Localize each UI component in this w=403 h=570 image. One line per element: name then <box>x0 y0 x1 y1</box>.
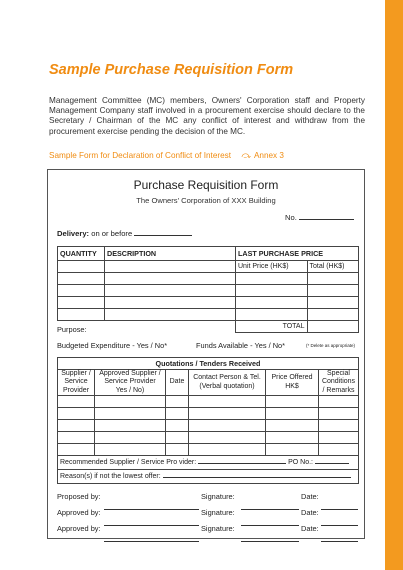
po-blank[interactable] <box>315 463 349 464</box>
table-row[interactable] <box>58 408 359 420</box>
supplier-header: Supplier / Service Provider <box>58 370 95 396</box>
sample-form-text: Sample Form for Declaration of Conflict of Interest <box>49 151 232 160</box>
form-subtitle: The Owners' Corporation of XXX Building <box>136 196 276 205</box>
signature-label: Signature: <box>201 524 235 533</box>
total-label: TOTAL <box>236 321 308 333</box>
sample-form-link[interactable] <box>49 150 284 161</box>
reason-blank[interactable] <box>163 477 351 478</box>
delivery-field[interactable] <box>57 229 192 238</box>
delivery-text: on or before <box>91 229 133 238</box>
date-label: Date: <box>301 524 319 533</box>
total-value-cell[interactable] <box>307 321 359 333</box>
funds-available: Funds Available - Yes / No* <box>196 341 286 350</box>
approved-label: Approved by: <box>57 524 101 533</box>
last-price-header: LAST PURCHASE PRICE <box>236 247 359 261</box>
reason-label: Reason(s) if not the lowest offer: <box>60 473 161 481</box>
table-cell[interactable] <box>58 261 105 273</box>
table-row[interactable] <box>58 444 359 456</box>
signature-label: Signature: <box>201 508 235 517</box>
table-cell[interactable] <box>105 261 236 273</box>
signature-label: Signature: <box>201 492 235 501</box>
date-blank[interactable] <box>321 516 358 526</box>
unit-price-header: Unit Price (HK$) <box>236 261 308 273</box>
quotations-table <box>57 357 359 484</box>
signature-blank[interactable] <box>241 516 299 526</box>
purchase-requisition-form <box>47 169 365 539</box>
delivery-blank[interactable] <box>134 235 192 236</box>
annex-link[interactable] <box>241 151 284 160</box>
recommended-label: Recommended Supplier / Service Pro vider: <box>60 459 197 467</box>
recommended-supplier-row[interactable] <box>58 456 359 470</box>
number-label: No. <box>285 213 297 222</box>
date-blank[interactable] <box>321 500 358 510</box>
quantity-header: QUANTITY <box>58 247 105 261</box>
table-row[interactable] <box>58 309 359 321</box>
page-title: Sample Purchase Requisition Form <box>49 62 294 78</box>
quotations-title: Quotations / Tenders Received <box>58 358 359 370</box>
name-blank[interactable] <box>104 500 199 510</box>
table-row[interactable] <box>58 285 359 297</box>
form-title: Purchase Requisition Form <box>133 178 279 192</box>
delivery-label: Delivery: <box>57 229 90 238</box>
purpose-label: Purpose: <box>57 325 87 334</box>
items-table <box>57 246 359 333</box>
delete-note: (* Delete as appropriate) <box>306 343 356 348</box>
reason-row[interactable] <box>58 470 359 484</box>
table-row[interactable] <box>58 396 359 408</box>
right-accent-bar <box>385 0 403 570</box>
price-offered-header: Price Offered HK$ <box>266 370 319 396</box>
recommended-blank[interactable] <box>198 463 286 464</box>
po-label: PO No.: <box>288 459 313 467</box>
intro-paragraph: Management Committee (MC) members, Owners' Corporation staff and Property Management Company staff involved in a procurement exercise should declare to the Secretary / Chairman of the MC any conflict of interest and withdraw from the procurement exercise pending the decision of the MC. <box>49 96 365 136</box>
total-header: Total (HK$) <box>307 261 359 273</box>
table-row[interactable] <box>58 432 359 444</box>
approved-label: Approved by: <box>57 508 101 517</box>
contact-header: Contact Person & Tel. (Verbal quotation) <box>189 370 266 396</box>
signature-blank[interactable] <box>241 532 299 542</box>
date-blank[interactable] <box>321 532 358 542</box>
table-row[interactable] <box>58 273 359 285</box>
annex-label: Annex 3 <box>253 151 284 160</box>
proposed-label: Proposed by: <box>57 492 101 501</box>
signature-blank[interactable] <box>241 500 299 510</box>
description-header: DESCRIPTION <box>105 247 236 261</box>
table-row[interactable] <box>58 297 359 309</box>
name-blank[interactable] <box>104 532 199 542</box>
number-field[interactable] <box>285 213 354 222</box>
table-row[interactable] <box>58 420 359 432</box>
number-blank[interactable] <box>299 219 354 220</box>
date-label: Date: <box>301 508 319 517</box>
date-label: Date: <box>301 492 319 501</box>
return-arrow-icon: ⤼ <box>241 150 251 160</box>
date-header: Date <box>166 370 189 396</box>
remarks-header: Special Conditions / Remarks <box>319 370 359 396</box>
approved-supplier-header: Approved Supplier / Service Provider Yes / No) <box>95 370 166 396</box>
name-blank[interactable] <box>104 516 199 526</box>
budgeted-expenditure: Budgeted Expenditure - Yes / No* <box>57 341 168 350</box>
